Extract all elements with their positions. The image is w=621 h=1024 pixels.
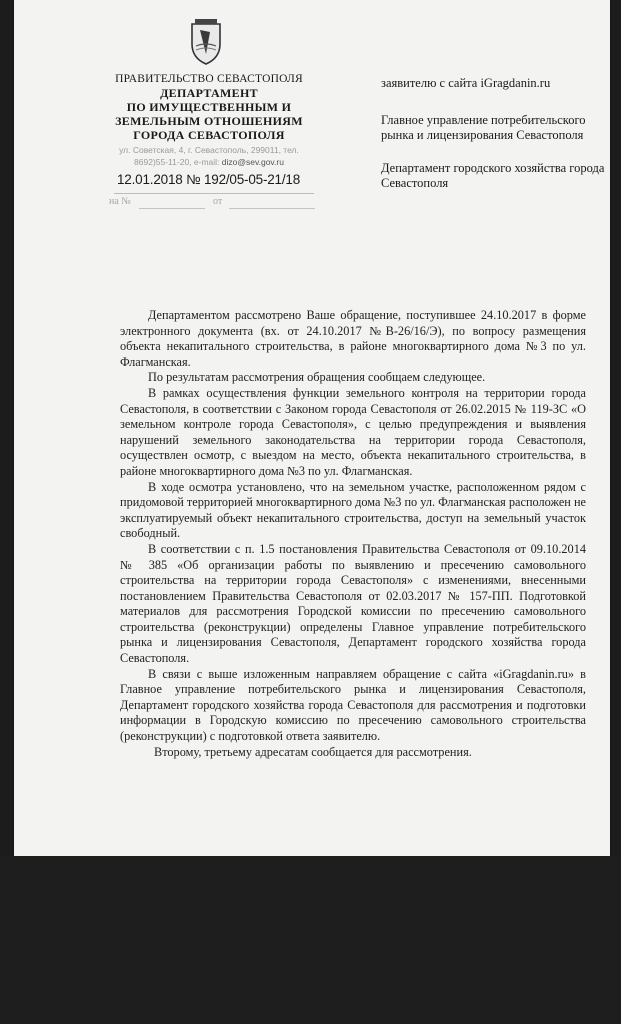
department-name-line: ПО ИМУЩЕСТВЕННЫМ И	[126, 100, 292, 114]
paragraph: По результатам рассмотрения обращения сообщаем следующее.	[148, 370, 486, 385]
department-name-line: ЗЕМЕЛЬНЫМ ОТНОШЕНИЯМ	[115, 114, 303, 128]
letter-page	[14, 0, 610, 856]
sender-block	[94, 72, 324, 168]
address-line: ул. Советская, 4, г. Севастополь, 299011, тел.	[119, 145, 299, 155]
paragraph: Второму, третьему адресатам сообщается для рассмотрения.	[154, 744, 472, 759]
ref-line	[139, 208, 205, 209]
outgoing-underline	[114, 191, 314, 194]
addressee: заявителю с сайта iGragdanin.ru	[381, 76, 551, 90]
sender-address	[94, 144, 324, 168]
reference-row	[109, 196, 319, 212]
phone-text: 8692)55-11-20, e-mail:	[134, 157, 220, 167]
coat-of-arms-icon	[186, 16, 226, 66]
scanner-background	[0, 856, 621, 1024]
from-line	[229, 208, 315, 209]
paragraph: В ходе осмотра установлено, что на земельном участке, расположенном рядом с придомовой территорией многоквартирного дома №3 по ул. Флагманская расположен не эксплуатируемый объект некапитального строительства, доступ на земельный участок свободный.	[120, 479, 586, 541]
addressee: Департамент городского хозяйства города Севастополя	[381, 160, 605, 190]
paragraph: В рамках осуществления функции земельного контроля на территории города Севастополя, в соответствии с Законом города Севастополя от 26.02.2015 № 119-ЗС «О земельном контроле города Севастополя», с целью предупреждения и выявления нарушений земельного законодательства на территории города Севастополя, осуществлен осмотр, с выездом на место, объекта некапитального строительства, в районе многоквартирного дома №3 по ул. Флагманская.	[120, 385, 586, 478]
email-text: dizo@sev.gov.ru	[221, 157, 284, 167]
government-name: ПРАВИТЕЛЬСТВО СЕВАСТОПОЛЯ	[115, 73, 303, 85]
paragraph: В связи с выше изложенным направляем обращение с сайта «iGragdanin.ru» в Главное управление потребительского рынка и лицензирования Севастополя, Департамент городского хозяйства города Севастополя для рассмотрения и подготовки информации в Городскую комиссию по пресечению самовольного строительства (реконструкции) с подготовкой ответа заявителю.	[120, 666, 586, 744]
contact-line	[94, 156, 324, 168]
letter-body	[120, 308, 586, 760]
addressee: Главное управление потребительского рынка и лицензирования Севастополя	[381, 112, 586, 142]
department-name-line: ДЕПАРТАМЕНТ	[160, 86, 258, 100]
from-label: от	[213, 196, 223, 207]
paragraph: Департаментом рассмотрено Ваше обращение, поступившее 24.10.2017 в форме электронного документа (вх. от 24.10.2017 №В-26/16/Э), по вопросу размещения объекта некапитального строительства, в районе многоквартирного дома №3 по ул. Флагманская.	[120, 308, 586, 369]
paragraph: В соответствии с п. 1.5 постановления Правительства Севастополя от 09.10.2014 № 385 «Об организации работы по выявлению и пресечению самовольного строительства на территории города Севастополя» с изменениями, внесенными постановлением Правительства Севастополя от 02.03.2017 № 157-ПП. Подготовкой материалов для рассмотрения Городской комиссии по пресечению самовольного строительства (реконструкции) определены Главное управление потребительского рынка и лицензирования Севастополя, Департамент городского хозяйства города Севастополя.	[120, 541, 586, 666]
ref-label: на №	[109, 196, 131, 207]
outgoing-number: 12.01.2018 № 192/05-05-21/18	[117, 172, 301, 187]
addressee-block	[381, 76, 611, 209]
department-name-line: ГОРОДА СЕВАСТОПОЛЯ	[133, 128, 285, 142]
